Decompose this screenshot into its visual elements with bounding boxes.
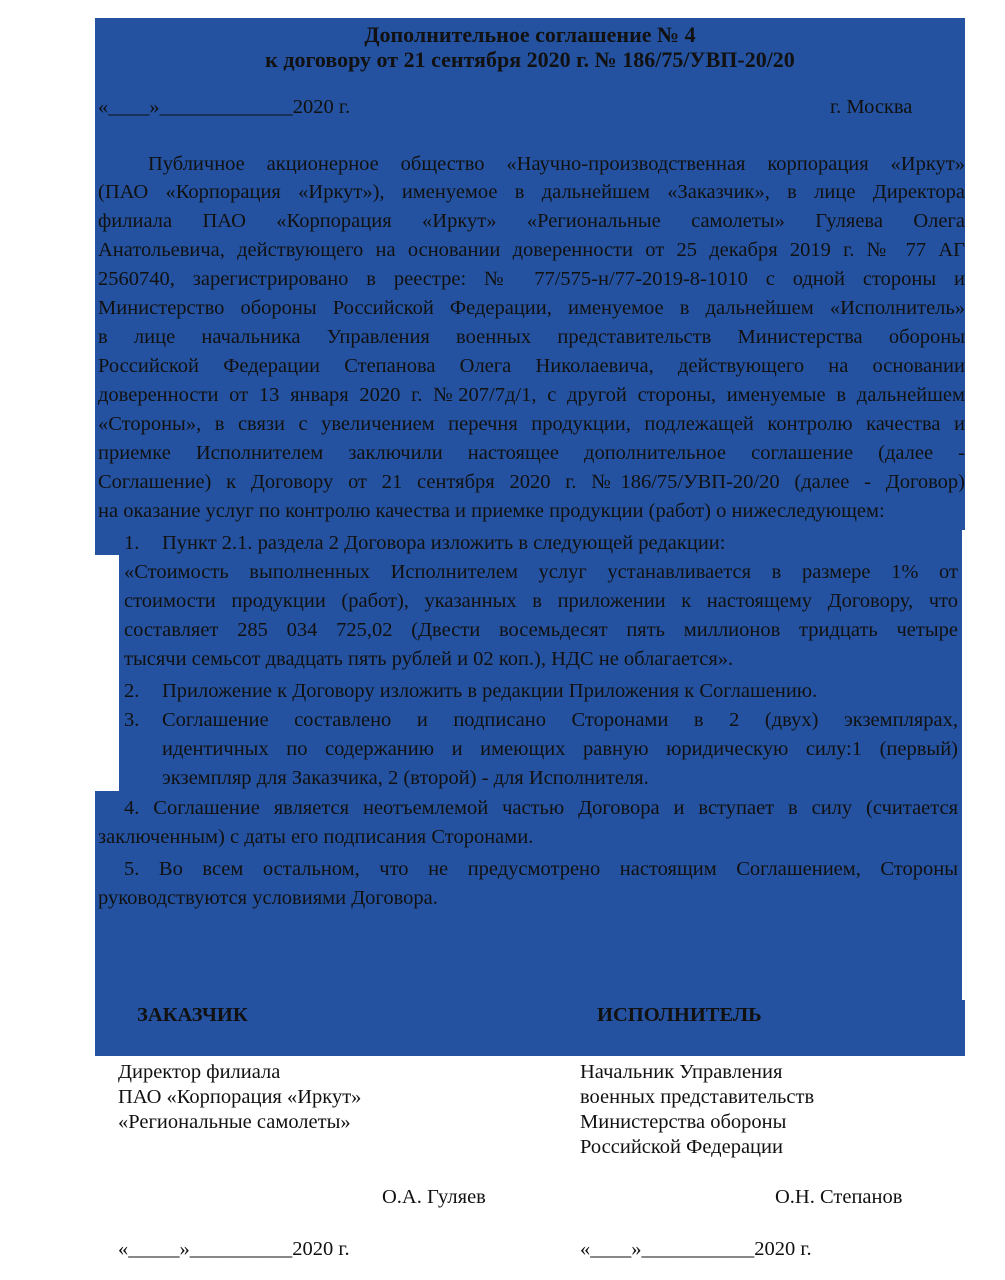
preamble-line: 2560740, зарегистрировано в реестре: № 77/575-н/77-2019-8-1010 с одной стороны и <box>98 268 965 290</box>
document-subtitle: к договору от 21 сентября 2020 г. № 186/75/УВП-20/20 <box>265 47 795 72</box>
customer-signatory-name: О.А. Гуляев <box>382 1186 486 1208</box>
clause-text: руководствуются условиями Договора. <box>98 887 438 909</box>
clause-text: заключенным) с даты его подписания Сторонами. <box>98 826 534 848</box>
clause-number: 3. <box>124 709 140 731</box>
preamble-line: Соглашение) к Договору от 21 сентября 2020 г. №186/75/УВП-20/20 (далее - Договор) <box>98 471 965 493</box>
preamble-line: Министерство обороны Российской Федерации, именуемое в дальнейшем «Исполнитель» <box>98 297 965 319</box>
agreement-city: г. Москва <box>830 96 913 118</box>
preamble-line: доверенности от 13 января 2020 г. №207/7д/1, с другой стороны, именуемые в дальнейшем <box>98 384 965 406</box>
contractor-position-line: Министерства обороны <box>580 1111 787 1133</box>
preamble-line: Публичное акционерное общество «Научно-производственная корпорация «Иркут» <box>148 153 965 175</box>
customer-sign-date: «_____»__________2020 г. <box>118 1238 350 1260</box>
preamble-line: (ПАО «Корпорация «Иркут»), именуемое в дальнейшем «Заказчик», в лице Директора <box>98 181 965 203</box>
customer-position-line: ПАО «Корпорация «Иркут» <box>118 1086 362 1108</box>
clause-text: 5. Во всем остальном, что не предусмотрено настоящим Соглашением, Стороны <box>124 858 958 880</box>
contractor-sign-date: «____»___________2020 г. <box>580 1238 812 1260</box>
preamble-line: «Стороны», в связи с увеличением перечня продукции, подлежащей контролю качества и <box>98 413 965 435</box>
contractor-signatory-name: О.Н. Степанов <box>775 1186 903 1208</box>
document-title: Дополнительное соглашение № 4 <box>364 22 696 47</box>
clause-number: 1. <box>124 532 140 554</box>
quote-line: стоимости продукции (работ), указанных в приложении к настоящему Договору, что <box>124 590 958 612</box>
customer-position-line: Директор филиала <box>118 1061 281 1083</box>
clause-text: Приложение к Договору изложить в редакции Приложения к Соглашению. <box>162 680 818 702</box>
preamble-line: приемке Исполнителем заключили настоящее дополнительное соглашение (далее - <box>98 442 965 464</box>
clause-number: 2. <box>124 680 140 702</box>
clause-text: 4. Соглашение является неотъемлемой частью Договора и вступает в силу (считается <box>124 797 958 819</box>
clause-text: Пункт 2.1. раздела 2 Договора изложить в следующей редакции: <box>162 532 726 554</box>
agreement-date: «____»_____________2020 г. <box>98 96 351 118</box>
clause-text: экземпляр для Заказчика, 2 (второй) - для Исполнителя. <box>162 767 649 789</box>
contractor-heading: ИСПОЛНИТЕЛЬ <box>597 1004 762 1026</box>
contractor-position-line: военных представительств <box>580 1086 815 1108</box>
customer-position-line: «Региональные самолеты» <box>118 1111 351 1133</box>
quote-line: «Стоимость выполненных Исполнителем услуг устанавливается в размере 1% от <box>124 561 958 583</box>
preamble-line: в лице начальника Управления военных представительств Министерства обороны <box>98 326 965 348</box>
quote-line: составляет 285 034 725,02 (Двести восемьдесят пять миллионов тридцать четыре <box>124 619 958 641</box>
clause-text: Соглашение составлено и подписано Сторонами в 2 (двух) экземплярах, <box>162 709 958 731</box>
preamble-line: филиала ПАО «Корпорация «Иркут» «Региональные самолеты» Гуляева Олега <box>98 210 965 232</box>
preamble-line: Анатольевича, действующего на основании доверенности от 25 декабря 2019 г. № 77 АГ <box>98 239 965 261</box>
clause-text: идентичных по содержанию и имеющих равную юридическую силу:1 (первый) <box>162 738 958 760</box>
preamble-line: на оказание услуг по контролю качества и приемке продукции (работ) о нижеследующем: <box>98 500 885 522</box>
quote-line: тысячи семьсот двадцать пять рублей и 02 коп.), НДС не облагается». <box>124 648 734 670</box>
highlight-gap <box>95 555 119 791</box>
preamble-line: Российской Федерации Степанова Олега Николаевича, действующего на основании <box>98 355 965 377</box>
contractor-position-line: Российской Федерации <box>580 1136 783 1158</box>
contractor-position-line: Начальник Управления <box>580 1061 783 1083</box>
customer-heading: ЗАКАЗЧИК <box>137 1004 248 1026</box>
highlight-gap-right <box>962 530 968 1000</box>
